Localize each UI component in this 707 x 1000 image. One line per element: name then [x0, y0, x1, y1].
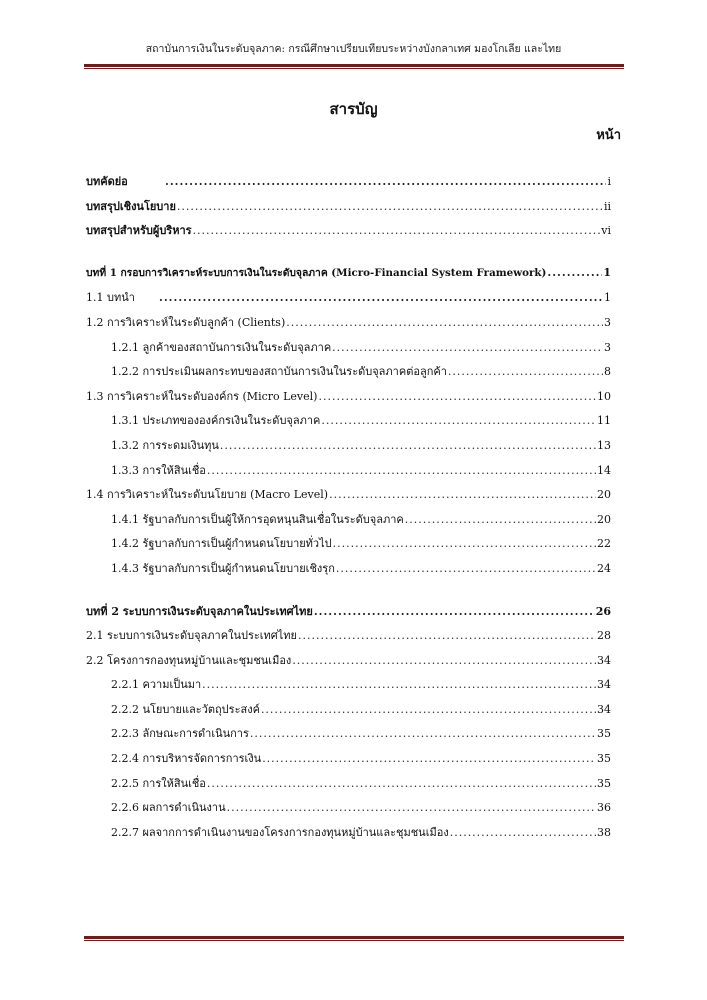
toc-entry-page: 35	[597, 752, 611, 766]
toc-entry-label: 1.1 บทนำ	[86, 291, 135, 305]
toc-entry-label: 2.2 โครงการกองทุนหมู่บ้านและชุมชนเมือง	[86, 653, 292, 667]
dot-leader	[202, 678, 596, 691]
footer-rule	[84, 936, 624, 939]
toc-entry-label: 1.2.1 ลูกค้าของสถาบันการเงินในระดับจุลภาค	[111, 340, 332, 354]
toc-entry-page: 34	[597, 653, 611, 667]
toc-entry-page: 26	[595, 604, 611, 618]
dot-leader	[261, 703, 596, 716]
toc-entry-label: 1.3.1 ประเภทขององค์กรเงินในระดับจุลภาค	[111, 414, 321, 428]
dot-leader	[336, 562, 596, 575]
dot-leader	[321, 414, 596, 427]
toc-entry-1-3-1[interactable]	[86, 411, 611, 436]
toc-entry-label: 1.3.2 การระดมเงินทุน	[111, 438, 219, 452]
dot-leader	[314, 605, 595, 618]
toc-entry-page: 35	[597, 776, 611, 790]
toc-entry-1-4-1[interactable]	[86, 510, 611, 535]
toc-entry-label: 2.2.2 นโยบายและวัตถุประสงค์	[111, 702, 260, 716]
dot-leader	[405, 513, 596, 526]
toc-entry-label: บทสรุปเชิงนโยบาย	[86, 199, 176, 213]
toc-entry-page: 1	[604, 291, 611, 305]
header-rule-thin	[84, 68, 624, 69]
dot-leader	[165, 175, 606, 188]
dot-leader	[262, 752, 596, 765]
dot-leader	[448, 365, 603, 378]
toc-entry-label: 1.3.3 การให้สินเชื่อ	[111, 463, 206, 477]
page-column-label: หน้า	[596, 128, 621, 143]
toc-entry-label: 1.4.1 รัฐบาลกับการเป็นผู้ให้การอุดหนุนสินเชื่อในระดับจุลภาค	[111, 512, 404, 526]
toc-entry-1-1[interactable]	[86, 288, 611, 313]
toc-entry-2-1[interactable]	[86, 626, 611, 651]
toc-entry-page: 10	[597, 389, 611, 403]
header-rule	[84, 64, 624, 67]
toc-entry-2-2-3[interactable]	[86, 724, 611, 749]
toc-entry-page: 20	[597, 512, 611, 526]
toc-entry-1-4-3[interactable]	[86, 559, 611, 584]
toc-entry-page: 22	[597, 537, 611, 551]
toc-entry-label: 1.4 การวิเคราะห์ในระดับนโยบาย (Macro Level)	[86, 488, 329, 502]
toc-entry-label: 1.3 การวิเคราะห์ในระดับองค์กร (Micro Level)	[86, 389, 318, 403]
toc-entry-page: 14	[597, 463, 611, 477]
toc-entry-2-2-2[interactable]	[86, 700, 611, 725]
toc-entry-executive-summary[interactable]	[86, 221, 611, 246]
dot-leader	[298, 629, 596, 642]
toc-entry-2-2-1[interactable]	[86, 675, 611, 700]
toc-entry-page: 34	[597, 678, 611, 692]
footer-rule-thin	[84, 940, 624, 941]
toc-entry-2-2-5[interactable]	[86, 774, 611, 799]
dot-leader	[193, 224, 601, 237]
toc-entry-chapter-1[interactable]	[86, 264, 611, 289]
toc-entry-1-4-2[interactable]	[86, 534, 611, 559]
toc-entry-label: บทที่ 2 ระบบการเงินระดับจุลภาคในประเทศไทย	[86, 604, 313, 618]
toc-entry-page: 35	[597, 727, 611, 741]
toc-entry-page: 34	[597, 702, 611, 716]
dot-leader	[286, 316, 603, 329]
toc-entry-page: 36	[597, 801, 611, 815]
toc-entry-label: 2.2.7 ผลจากการดำเนินงานของโครงการกองทุนหมู่บ้านและชุมชนเมือง	[111, 825, 449, 839]
running-header: สถาบันการเงินในระดับจุลภาค: กรณีศึกษาเปรียบเทียบระหว่างบังกลาเทศ มองโกเลีย และไทย	[145, 43, 562, 55]
toc-entry-2-2[interactable]	[86, 651, 611, 676]
dot-leader	[207, 777, 596, 790]
toc-entry-1-2-2[interactable]	[86, 362, 611, 387]
dot-leader	[159, 291, 603, 304]
toc-entry-2-2-4[interactable]	[86, 749, 611, 774]
toc-entry-label: 2.2.5 การให้สินเชื่อ	[111, 776, 206, 790]
toc-entry-page: 28	[597, 629, 611, 643]
toc-entry-abstract[interactable]	[86, 172, 611, 197]
toc-entry-1-3-2[interactable]	[86, 436, 611, 461]
dot-leader	[292, 654, 596, 667]
toc-entry-page: 20	[597, 488, 611, 502]
dot-leader	[318, 390, 596, 403]
dot-leader	[329, 488, 596, 501]
toc-entry-label: 2.2.4 การบริหารจัดการการเงิน	[111, 752, 262, 766]
toc-entry-label: บทที่ 1 กรอบการวิเคราะห์ระบบการเงินในระดับจุลภาค (Micro-Financial System Framework)	[86, 266, 547, 279]
toc-entry-page: ii	[603, 199, 611, 213]
toc-entry-1-3-3[interactable]	[86, 461, 611, 486]
dot-leader	[177, 200, 603, 213]
toc-entry-label: บทคัดย่อ	[86, 175, 128, 188]
toc-entry-page: 24	[597, 561, 611, 575]
toc-entry-label: 1.4.2 รัฐบาลกับการเป็นผู้กำหนดนโยบายทั่วไป	[111, 537, 332, 551]
dot-leader	[207, 464, 596, 477]
toc-entry-2-2-6[interactable]	[86, 798, 611, 823]
toc-entry-label: 1.4.3 รัฐบาลกับการเป็นผู้กำหนดนโยบายเชิงรุก	[111, 561, 335, 575]
dot-leader	[220, 439, 596, 452]
dot-leader	[332, 341, 603, 354]
toc-entry-page: 13	[597, 438, 611, 452]
toc-entry-label: 2.2.3 ลักษณะการดำเนินการ	[111, 727, 249, 741]
toc-entry-1-2[interactable]	[86, 313, 611, 338]
dot-leader	[227, 801, 596, 814]
toc-entry-page: 8	[604, 365, 611, 379]
dot-leader	[547, 266, 602, 279]
toc-entry-1-3[interactable]	[86, 387, 611, 412]
toc-entry-page: 3	[604, 315, 611, 329]
toc-title: สารบัญ	[329, 100, 378, 118]
toc-entry-label: 2.2.6 ผลการดำเนินงาน	[111, 801, 226, 815]
toc-entry-label: 1.2.2 การประเมินผลกระทบของสถาบันการเงินในระดับจุลภาคต่อลูกค้า	[111, 365, 447, 379]
table-of-contents	[86, 172, 611, 847]
dot-leader	[250, 727, 596, 740]
toc-entry-2-2-7[interactable]	[86, 823, 611, 848]
toc-entry-page: i	[607, 175, 611, 188]
toc-entry-1-2-1[interactable]	[86, 338, 611, 363]
toc-entry-page: 3	[604, 340, 611, 354]
toc-entry-chapter-2[interactable]	[86, 602, 611, 627]
toc-entry-label: 2.2.1 ความเป็นมา	[111, 678, 202, 692]
toc-entry-page: 38	[597, 825, 611, 839]
toc-entry-label: บทสรุปสำหรับผู้บริหาร	[86, 224, 192, 238]
toc-entry-label: 2.1 ระบบการเงินระดับจุลภาคในประเทศไทย	[86, 629, 297, 643]
dot-leader	[450, 826, 596, 839]
toc-entry-page: vi	[601, 224, 611, 238]
dot-leader	[333, 537, 596, 550]
toc-entry-label: 1.2 การวิเคราะห์ในระดับลูกค้า (Clients)	[86, 315, 286, 329]
toc-entry-1-4[interactable]	[86, 485, 611, 510]
toc-entry-policy-summary[interactable]	[86, 197, 611, 222]
toc-entry-page: 1	[603, 265, 611, 279]
toc-entry-page: 11	[597, 414, 611, 428]
